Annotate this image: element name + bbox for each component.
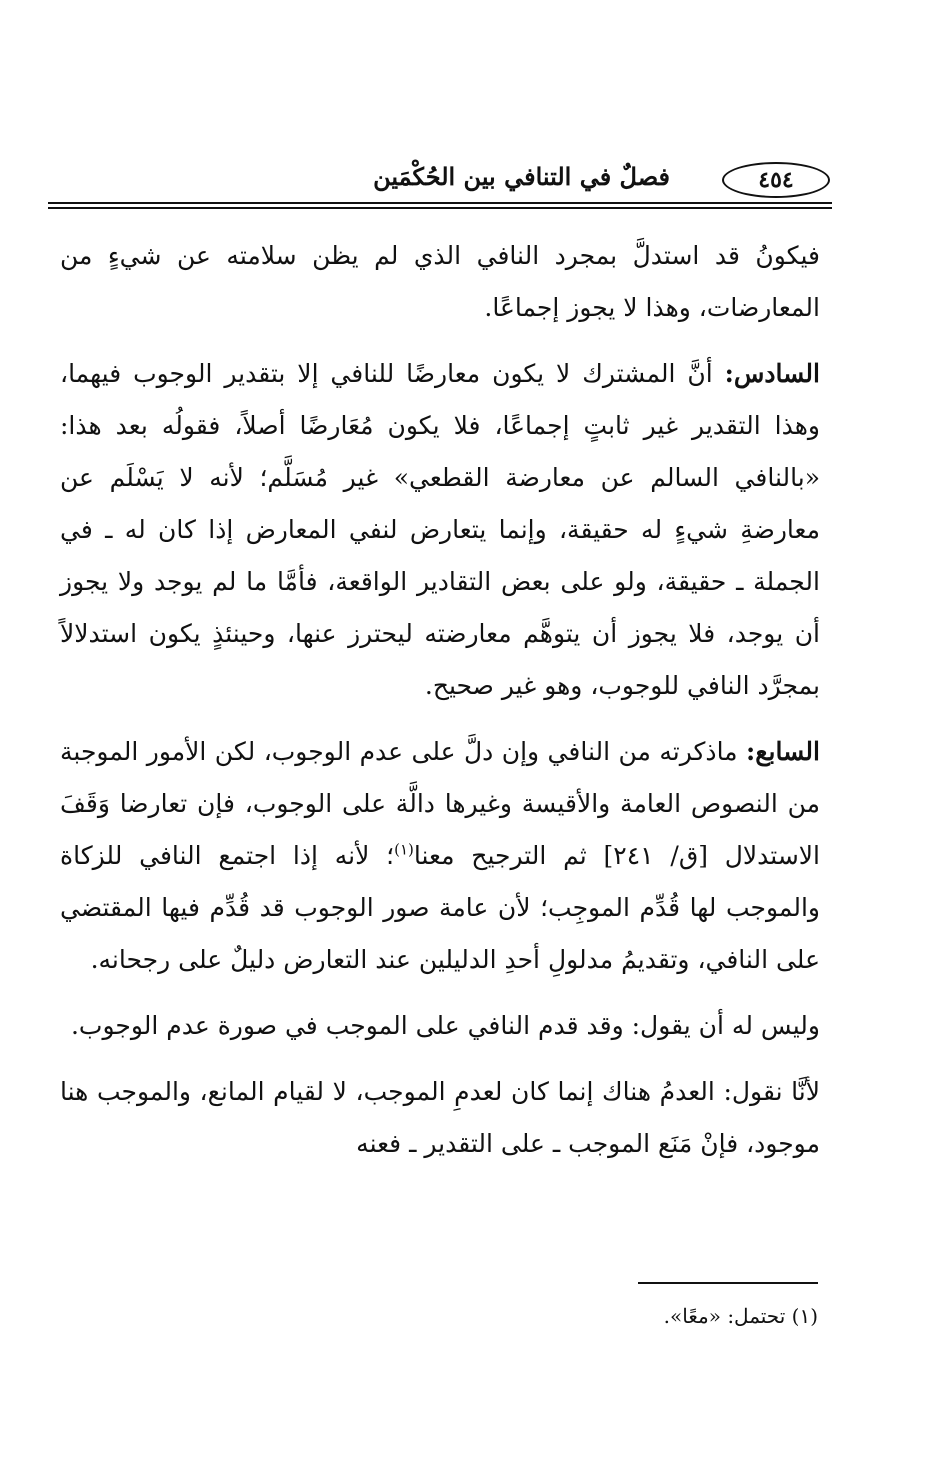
paragraph-3-text-b: ؛ لأنه إذا اجتمع النافي للزكاة والموجب لها قُدِّم الموجِب؛ لأن عامة صور الوجوب قد قُدِّم فيها المقتضي على النافي، وتقديمُ مدلولِ أحدِ الدليلين عند التعارض دليلٌ على رجحانه. xyxy=(60,841,820,974)
footnote-rule xyxy=(638,1282,818,1284)
paragraph-3-text-a: ماذكرته من النافي وإن دلَّ على عدم الوجوب، لكن الأمور الموجبة من النصوص العامة والأقيسة وغيرها دالَّة على الوجوب، فإن تعارضا وَقَفَ الاستدلال [ق/ ٢٤١] ثم الترجيح معنا xyxy=(60,737,821,870)
paragraph-2-text: أنَّ المشترك لا يكون معارضًا للنافي إلا بتقدير الوجوب فيهما، وهذا التقدير غير ثابتٍ إجماعًا، فلا يكون مُعَارضًا أصلاً، فقولُه بعد هذا: «بالنافي السالم عن معارضة القطعي» غير مُسَلَّم؛ لأنه لا يَسْلَم عن معارضةِ شيءٍ له حقيقة، وإنما يتعارض لنفي المعارض إذا كان له ـ في الجملة ـ حقيقة، ولو على بعض التقادير الواقعة، فأمَّا ما لم يوجد ولا يجوز أن يوجد، فلا يجوز أن يتوهَّم معارضته ليحترز عنها، وحينئذٍ يكون استدلالاً بمجرَّد النافي للوجوب، وهو غير صحيح. xyxy=(60,359,820,700)
paragraph-1: فيكونُ قد استدلَّ بمجرد النافي الذي لم يظن سلامته عن شيءٍ من المعارضات، وهذا لا يجوز إجماعًا. xyxy=(60,241,820,322)
running-title: فصلٌ في التنافي بين الحُكْمَين xyxy=(373,162,670,191)
paragraph-2-lead: السادس: xyxy=(724,359,820,388)
header-rule-top xyxy=(48,202,832,204)
running-header xyxy=(48,160,830,200)
page-number: ٤٥٤ xyxy=(722,162,830,198)
paragraph-3-lead: السابع: xyxy=(746,737,820,766)
body-text xyxy=(60,230,820,1184)
paragraph-5: لأنَّا نقول: العدمُ هناك إنما كان لعدمِ الموجب، لا لقيام المانع، والموجب هنا موجود، فإنْ مَنَع الموجب ـ على التقدير ـ فعنه xyxy=(60,1077,820,1158)
header-rule-bottom xyxy=(48,207,832,209)
footnote: (١) تحتمل: «معًا». xyxy=(663,1304,818,1328)
paragraph-3 xyxy=(60,726,820,986)
paragraph-4: وليس له أن يقول: وقد قدم النافي على الموجب في صورة عدم الوجوب. xyxy=(70,1011,820,1040)
paragraph-2 xyxy=(60,348,820,712)
footnote-marker[interactable]: (١) xyxy=(394,840,414,859)
